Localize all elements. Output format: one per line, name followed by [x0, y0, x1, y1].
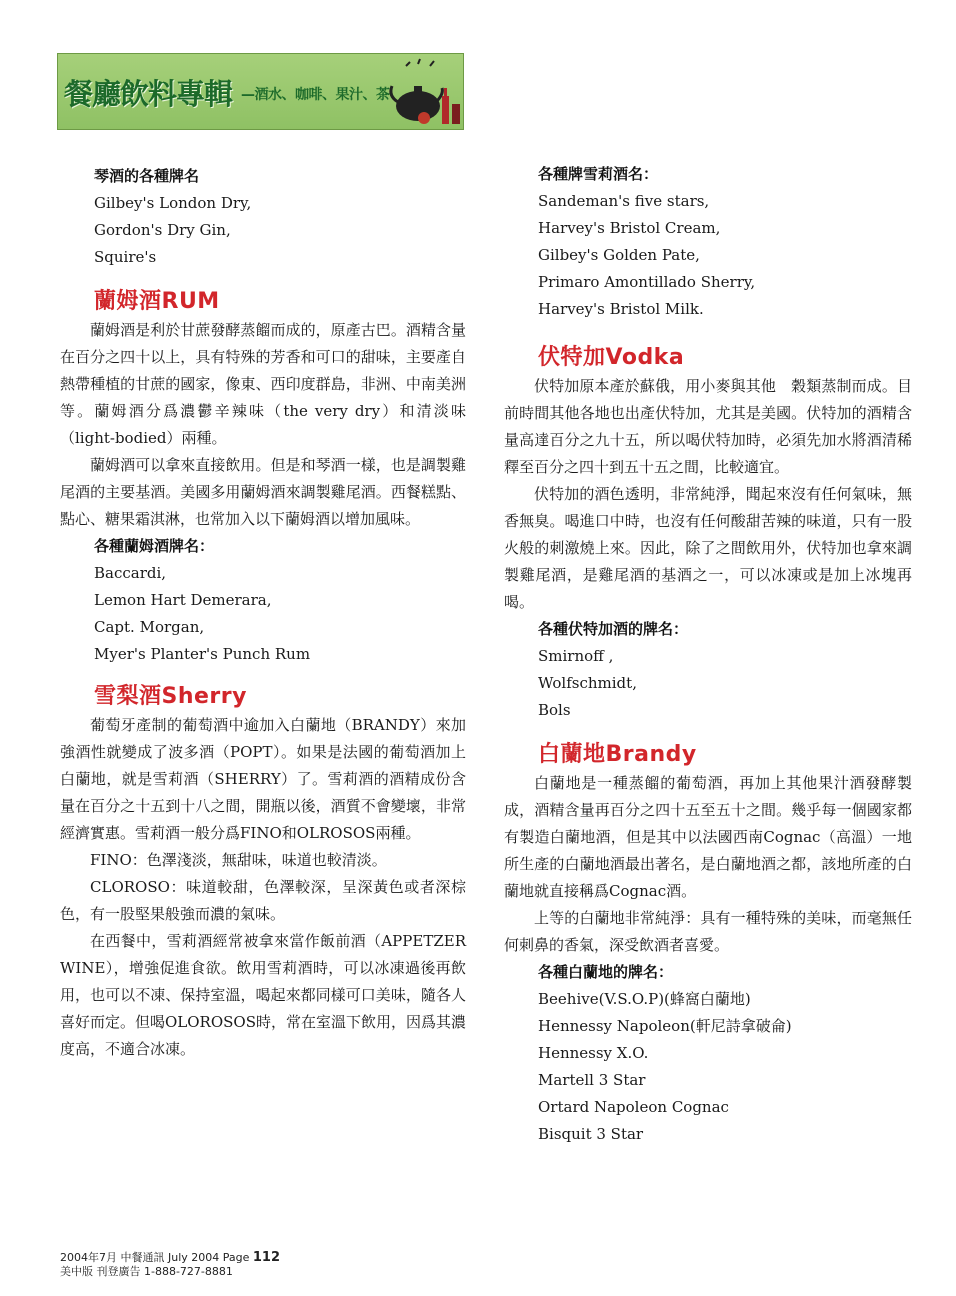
vodka-brands-heading: 各種伏特加酒的牌名：	[538, 620, 689, 638]
brandy-paragraph: 白蘭地是一種蒸餾的葡萄酒，再加上其他果汁酒發酵製成，酒精含量再百分之四十五至五十之間。幾乎每一個國家都有製造白蘭地酒，但是其中以法國西南Cognac（高溫）一地所生產的白蘭地酒最出著名，是白蘭地酒之都，該地所產的白蘭地就直接稱爲Cognac酒。	[504, 774, 912, 900]
list-item: Hennessy Napoleon(軒尼詩拿破侖)	[538, 1017, 792, 1035]
list-item: Ortard Napoleon Cognac	[538, 1098, 729, 1116]
rum-paragraph: 蘭姆酒是利於甘蔗發酵蒸餾而成的，原產古巴。酒精含量在百分之四十以上，具有特殊的芳香和可口的甜味，主要產自熱帶種植的甘蔗的國家，像東、西印度群島，非洲、中南美洲等。蘭姆酒分爲濃鬱辛辣味（the very dry）和清淡味（light-bodied）兩種。	[60, 321, 466, 447]
list-item: Harvey's Bristol Cream,	[538, 219, 721, 237]
vodka-paragraph: 伏特加的酒色透明，非常純淨，聞起來沒有任何氣味，無香無臭。喝進口中時，也沒有任何酸甜苦辣的味道，只有一股火般的刺激燒上來。因此，除了之間飲用外，伏特加也拿來調製雞尾酒，是雞尾酒的基酒之一，可以冰凍或是加上冰塊再喝。	[504, 485, 912, 611]
list-item: Baccardi,	[94, 564, 167, 582]
rum-heading: 蘭姆酒RUM	[94, 289, 220, 314]
sherry-paragraph: FINO：色澤淺淡，無甜味，味道也較清淡。	[90, 851, 387, 869]
list-item: Bisquit 3 Star	[538, 1125, 644, 1143]
banner-subtitle: —酒水、咖啡、果汁、茶	[241, 87, 390, 103]
brandy-paragraph: 上等的白蘭地非常純淨：具有一種特殊的美味，而毫無任何刺鼻的香氣，深受飲酒者喜愛。	[504, 909, 912, 954]
sherry-paragraph: 在西餐中，雪莉酒經常被拿來當作飯前酒（APPETZER WINE），增強促進食欲。飲用雪莉酒時，可以冰凍過後再飲用，也可以不凍、保持室溫，喝起來都同樣可口美味，隨各人喜好而定。但喝OLOROSOS時，常在室溫下飲用，因爲其濃度高，不適合冰凍。	[60, 932, 466, 1058]
list-item: Hennessy X.O.	[538, 1044, 649, 1062]
banner-title: 餐廳飲料專輯	[64, 77, 233, 111]
list-item: Squire's	[94, 248, 157, 266]
rum-brands-heading: 各種蘭姆酒牌名：	[94, 537, 215, 555]
sherry-paragraph: CLOROSO：味道較甜，色澤較深，呈深黃色或者深棕色，有一股堅果般強而濃的氣味。	[60, 878, 466, 923]
list-item: Capt. Morgan,	[94, 618, 205, 636]
left-column	[60, 163, 466, 1063]
list-item: Martell 3 Star	[538, 1071, 646, 1089]
sherry-brands-heading: 各種牌雪莉酒名：	[538, 165, 659, 183]
list-item: Gilbey's London Dry,	[94, 194, 252, 212]
sherry-heading: 雪梨酒Sherry	[94, 684, 247, 709]
list-item: Gilbey's Golden Pate,	[538, 246, 700, 264]
list-item: Sandeman's five stars,	[538, 192, 710, 210]
list-item: Smirnoff ,	[538, 647, 614, 665]
gin-brands-heading: 琴酒的各種牌名	[94, 167, 200, 185]
vodka-heading: 伏特加Vodka	[538, 345, 685, 370]
rum-paragraph: 蘭姆酒可以拿來直接飲用。但是和琴酒一樣，也是調製雞尾酒的主要基酒。美國多用蘭姆酒來調製雞尾酒。西餐糕點、點心、糖果霜淇淋，也常加入以下蘭姆酒以增加風味。	[60, 456, 466, 528]
list-item: Harvey's Bristol Milk.	[538, 300, 704, 318]
list-item: Myer's Planter's Punch Rum	[94, 645, 311, 663]
brandy-heading: 白蘭地Brandy	[538, 742, 697, 767]
sherry-paragraph: 葡萄牙產制的葡萄酒中逾加入白蘭地（BRANDY）來加強酒性就變成了波多酒（POPT）。如果是法國的葡萄酒加上白蘭地，就是雪莉酒（SHERRY）了。雪莉酒的酒精成份含量在百分之十五到十八之間，開瓶以後，酒質不會變壞，非常經濟實惠。雪莉酒一般分爲FINO和OLROSOS兩種。	[60, 716, 466, 842]
list-item: Lemon Hart Demerara,	[94, 591, 272, 609]
vodka-paragraph: 伏特加原本產於蘇俄，用小麥與其他 穀類蒸制而成。目前時間其他各地也出產伏特加，尤其是美國。伏特加的酒精含量高達百分之九十五，所以喝伏特加時，必須先加水將酒清稀釋至百分之四十到五十五之間，比較適宜。	[504, 377, 912, 476]
footer-line-1	[60, 1251, 280, 1265]
page-footer	[60, 1251, 280, 1279]
right-column	[504, 161, 912, 1148]
list-item: Primaro Amontillado Sherry,	[538, 273, 756, 291]
list-item: Bols	[538, 701, 571, 719]
section-banner	[57, 53, 464, 130]
teapot-and-bottles-icon	[384, 56, 464, 129]
list-item: Beehive(V.S.O.P)(蜂窩白蘭地)	[538, 990, 751, 1008]
footer-date: 2004年7月 中餐通訊 July 2004 Page	[60, 1251, 253, 1264]
list-item: Wolfschmidt,	[538, 674, 637, 692]
page-number: 112	[252, 1250, 281, 1265]
list-item: Gordon's Dry Gin,	[94, 221, 231, 239]
brandy-brands-heading: 各種白蘭地的牌名：	[538, 963, 674, 981]
footer-line-2: 美中版 刊登廣告 1-888-727-8881	[60, 1265, 233, 1278]
